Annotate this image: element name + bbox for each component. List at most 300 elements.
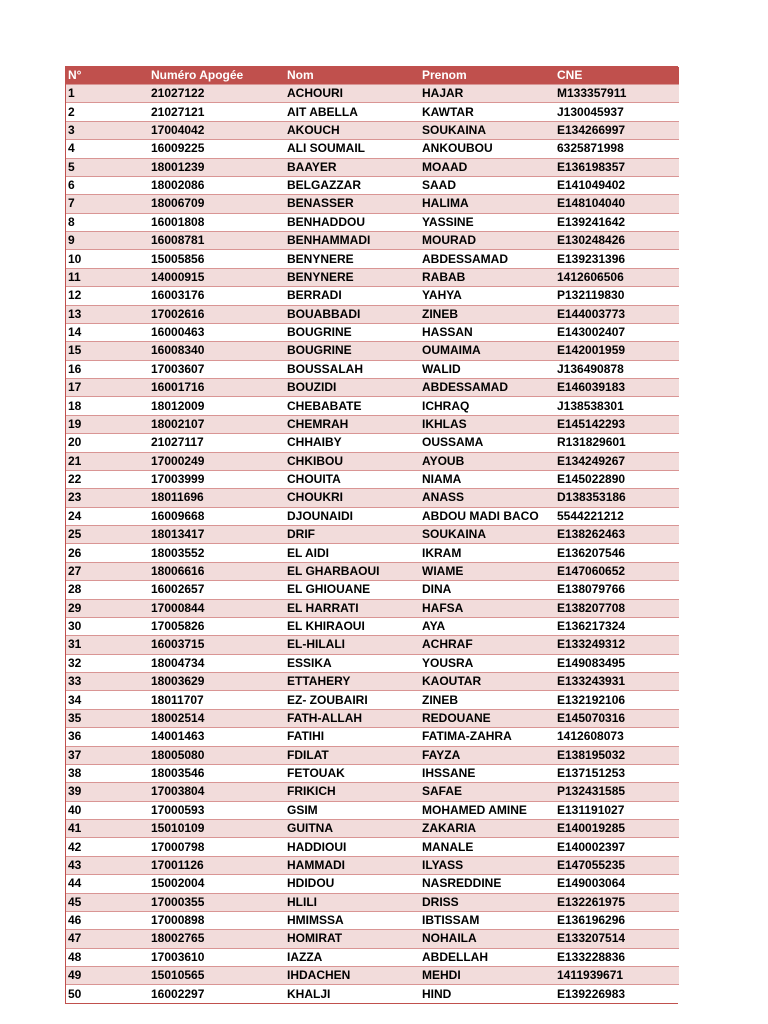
cell-prenom: MOAAD [420,158,555,176]
cell-num: 32 [66,654,149,672]
cell-num: 39 [66,783,149,801]
table-row [66,985,679,1003]
cell-apogee: 17002616 [149,305,285,323]
cell-prenom: HAFSA [420,599,555,617]
cell-num: 36 [66,728,149,746]
table-row [66,232,679,250]
cell-prenom: MOHAMED AMINE [420,801,555,819]
cell-nom: HADDIOUI [285,838,420,856]
cell-nom: BOUSSALAH [285,360,420,378]
cell-nom: KHALJI [285,985,420,1003]
cell-apogee: 18003546 [149,764,285,782]
cell-nom: EL HARRATI [285,599,420,617]
cell-apogee: 17000593 [149,801,285,819]
cell-apogee: 17000798 [149,838,285,856]
cell-num: 50 [66,985,149,1003]
cell-apogee: 14001463 [149,728,285,746]
cell-nom: HLILI [285,893,420,911]
cell-num: 33 [66,673,149,691]
table-row [66,856,679,874]
cell-nom: ETTAHERY [285,673,420,691]
cell-cne: E133207514 [555,930,679,948]
cell-nom: DRIF [285,526,420,544]
cell-prenom: NOHAILA [420,930,555,948]
cell-num: 3 [66,121,149,139]
cell-prenom: HAJAR [420,85,555,103]
cell-num: 8 [66,213,149,231]
cell-nom: BAAYER [285,158,420,176]
cell-prenom: SAAD [420,176,555,194]
cell-cne: 1412608073 [555,728,679,746]
cell-prenom: REDOUANE [420,709,555,727]
cell-prenom: MEHDI [420,967,555,985]
cell-num: 4 [66,140,149,158]
cell-prenom: IHSSANE [420,764,555,782]
table-row [66,801,679,819]
table-row [66,581,679,599]
cell-apogee: 18003552 [149,544,285,562]
table-row [66,617,679,635]
cell-apogee: 18003629 [149,673,285,691]
cell-cne: E136207546 [555,544,679,562]
cell-num: 20 [66,434,149,452]
cell-cne: 1412606506 [555,268,679,286]
cell-nom: BOUGRINE [285,342,420,360]
cell-apogee: 16002297 [149,985,285,1003]
cell-prenom: IKRAM [420,544,555,562]
cell-apogee: 17000898 [149,911,285,929]
table-row [66,911,679,929]
cell-cne: E144003773 [555,305,679,323]
cell-nom: AKOUCH [285,121,420,139]
table-row [66,764,679,782]
table-row [66,305,679,323]
cell-apogee: 18002086 [149,176,285,194]
cell-num: 16 [66,360,149,378]
cell-cne: E134249267 [555,452,679,470]
cell-prenom: IKHLAS [420,415,555,433]
cell-nom: FATH-ALLAH [285,709,420,727]
cell-apogee: 18005080 [149,746,285,764]
cell-apogee: 18001239 [149,158,285,176]
cell-cne: E138262463 [555,526,679,544]
cell-prenom: YASSINE [420,213,555,231]
cell-prenom: YAHYA [420,287,555,305]
table-row [66,709,679,727]
cell-nom: BERRADI [285,287,420,305]
cell-num: 23 [66,489,149,507]
header-row [66,67,679,85]
column-header-cne: CNE [555,67,679,85]
cell-num: 24 [66,507,149,525]
cell-cne: E132192106 [555,691,679,709]
cell-num: 22 [66,470,149,488]
cell-nom: HAMMADI [285,856,420,874]
cell-cne: E132261975 [555,893,679,911]
cell-num: 42 [66,838,149,856]
table-row [66,507,679,525]
cell-cne: E149083495 [555,654,679,672]
cell-nom: CHEMRAH [285,415,420,433]
cell-apogee: 21027121 [149,103,285,121]
cell-nom: DJOUNAIDI [285,507,420,525]
cell-cne: M133357911 [555,85,679,103]
cell-cne: E133249312 [555,636,679,654]
cell-prenom: IBTISSAM [420,911,555,929]
cell-cne: E137151253 [555,764,679,782]
cell-cne: E142001959 [555,342,679,360]
cell-num: 17 [66,379,149,397]
cell-nom: IAZZA [285,948,420,966]
cell-num: 48 [66,948,149,966]
cell-apogee: 21027122 [149,85,285,103]
cell-nom: FDILAT [285,746,420,764]
cell-prenom: RABAB [420,268,555,286]
cell-prenom: WIAME [420,562,555,580]
cell-cne: E131191027 [555,801,679,819]
table-row [66,893,679,911]
cell-num: 25 [66,526,149,544]
cell-cne: E148104040 [555,195,679,213]
cell-num: 28 [66,581,149,599]
cell-cne: P132119830 [555,287,679,305]
cell-num: 38 [66,764,149,782]
cell-cne: E141049402 [555,176,679,194]
cell-apogee: 18011696 [149,489,285,507]
cell-num: 34 [66,691,149,709]
table-body [66,85,679,1003]
cell-nom: GUITNA [285,820,420,838]
cell-num: 29 [66,599,149,617]
cell-num: 46 [66,911,149,929]
table-row [66,287,679,305]
cell-prenom: DRISS [420,893,555,911]
cell-prenom: SOUKAINA [420,526,555,544]
cell-prenom: SAFAE [420,783,555,801]
cell-num: 7 [66,195,149,213]
cell-apogee: 18012009 [149,397,285,415]
cell-num: 49 [66,967,149,985]
cell-num: 10 [66,250,149,268]
cell-apogee: 16000463 [149,323,285,341]
cell-apogee: 16002657 [149,581,285,599]
cell-nom: GSIM [285,801,420,819]
cell-cne: E133243931 [555,673,679,691]
cell-prenom: ICHRAQ [420,397,555,415]
cell-prenom: FATIMA-ZAHRA [420,728,555,746]
cell-cne: E139241642 [555,213,679,231]
cell-prenom: NIAMA [420,470,555,488]
cell-cne: P132431585 [555,783,679,801]
cell-apogee: 18011707 [149,691,285,709]
cell-cne: E143002407 [555,323,679,341]
cell-num: 37 [66,746,149,764]
cell-prenom: MOURAD [420,232,555,250]
cell-nom: AIT ABELLA [285,103,420,121]
cell-prenom: ABDELLAH [420,948,555,966]
table-row [66,967,679,985]
cell-num: 19 [66,415,149,433]
table-row [66,397,679,415]
cell-apogee: 16008781 [149,232,285,250]
cell-apogee: 14000915 [149,268,285,286]
cell-num: 11 [66,268,149,286]
cell-apogee: 18002107 [149,415,285,433]
cell-num: 12 [66,287,149,305]
cell-apogee: 15002004 [149,875,285,893]
table-row [66,323,679,341]
cell-nom: EL AIDI [285,544,420,562]
cell-prenom: ILYASS [420,856,555,874]
cell-num: 1 [66,85,149,103]
cell-nom: FRIKICH [285,783,420,801]
cell-cne: J136490878 [555,360,679,378]
cell-prenom: OUMAIMA [420,342,555,360]
cell-nom: IHDACHEN [285,967,420,985]
cell-num: 41 [66,820,149,838]
cell-nom: CHHAIBY [285,434,420,452]
cell-nom: BELGAZZAR [285,176,420,194]
cell-apogee: 17005826 [149,617,285,635]
cell-nom: HOMIRAT [285,930,420,948]
cell-num: 31 [66,636,149,654]
cell-cne: E133228836 [555,948,679,966]
cell-nom: CHOUKRI [285,489,420,507]
table-row [66,544,679,562]
cell-prenom: ACHRAF [420,636,555,654]
table-row [66,673,679,691]
cell-apogee: 18002765 [149,930,285,948]
table-row [66,213,679,231]
cell-num: 27 [66,562,149,580]
column-header-prenom: Prenom [420,67,555,85]
cell-prenom: SOUKAINA [420,121,555,139]
cell-nom: BENHADDOU [285,213,420,231]
cell-cne: E139226983 [555,985,679,1003]
cell-prenom: ABDESSAMAD [420,379,555,397]
table-row [66,930,679,948]
cell-num: 21 [66,452,149,470]
table-row [66,360,679,378]
cell-prenom: WALID [420,360,555,378]
cell-cne: E140002397 [555,838,679,856]
table-row [66,176,679,194]
table-row [66,158,679,176]
cell-apogee: 21027117 [149,434,285,452]
cell-cne: E134266997 [555,121,679,139]
table-row [66,195,679,213]
cell-cne: E139231396 [555,250,679,268]
cell-apogee: 17003607 [149,360,285,378]
cell-prenom: NASREDDINE [420,875,555,893]
table-row [66,489,679,507]
cell-num: 45 [66,893,149,911]
cell-apogee: 16001808 [149,213,285,231]
cell-prenom: ZINEB [420,691,555,709]
cell-cne: E145070316 [555,709,679,727]
cell-prenom: HIND [420,985,555,1003]
cell-prenom: FAYZA [420,746,555,764]
table-row [66,636,679,654]
cell-nom: BOUGRINE [285,323,420,341]
table-row [66,746,679,764]
cell-apogee: 18006616 [149,562,285,580]
cell-nom: FATIHI [285,728,420,746]
table-row [66,434,679,452]
cell-nom: EL KHIRAOUI [285,617,420,635]
cell-apogee: 16008340 [149,342,285,360]
cell-num: 9 [66,232,149,250]
column-header-apogee: Numéro Apogée [149,67,285,85]
cell-nom: BENHAMMADI [285,232,420,250]
cell-apogee: 16009225 [149,140,285,158]
cell-apogee: 18013417 [149,526,285,544]
column-header-num: N° [66,67,149,85]
cell-apogee: 17000249 [149,452,285,470]
table-row [66,415,679,433]
cell-num: 13 [66,305,149,323]
cell-cne: 5544221212 [555,507,679,525]
table-row [66,452,679,470]
cell-prenom: KAWTAR [420,103,555,121]
cell-num: 47 [66,930,149,948]
cell-cne: E136196296 [555,911,679,929]
cell-nom: BOUZIDI [285,379,420,397]
cell-nom: CHEBABATE [285,397,420,415]
cell-prenom: HASSAN [420,323,555,341]
cell-cne: E145142293 [555,415,679,433]
cell-prenom: KAOUTAR [420,673,555,691]
cell-apogee: 18006709 [149,195,285,213]
cell-nom: HMIMSSA [285,911,420,929]
cell-num: 15 [66,342,149,360]
cell-nom: BENASSER [285,195,420,213]
cell-nom: CHOUITA [285,470,420,488]
cell-cne: 1411939671 [555,967,679,985]
cell-nom: BOUABBADI [285,305,420,323]
cell-apogee: 15010565 [149,967,285,985]
cell-num: 30 [66,617,149,635]
cell-apogee: 17003999 [149,470,285,488]
cell-nom: BENYNERE [285,250,420,268]
cell-cne: E138195032 [555,746,679,764]
table-row [66,85,679,103]
table-header [66,67,679,85]
cell-nom: FETOUAK [285,764,420,782]
cell-num: 44 [66,875,149,893]
cell-num: 18 [66,397,149,415]
cell-cne: E149003064 [555,875,679,893]
cell-apogee: 17003610 [149,948,285,966]
cell-num: 35 [66,709,149,727]
cell-apogee: 15005856 [149,250,285,268]
cell-cne: E138207708 [555,599,679,617]
cell-apogee: 17000355 [149,893,285,911]
cell-nom: CHKIBOU [285,452,420,470]
cell-apogee: 17003804 [149,783,285,801]
cell-nom: ACHOURI [285,85,420,103]
cell-prenom: MANALE [420,838,555,856]
table-row [66,654,679,672]
cell-nom: ALI SOUMAIL [285,140,420,158]
table-row [66,526,679,544]
cell-num: 5 [66,158,149,176]
cell-nom: EZ- ZOUBAIRI [285,691,420,709]
cell-apogee: 16009668 [149,507,285,525]
cell-num: 6 [66,176,149,194]
table-row [66,599,679,617]
cell-cne: J130045937 [555,103,679,121]
column-header-nom: Nom [285,67,420,85]
cell-num: 43 [66,856,149,874]
cell-prenom: ANASS [420,489,555,507]
cell-cne: R131829601 [555,434,679,452]
table-row [66,379,679,397]
table-row [66,562,679,580]
cell-apogee: 17001126 [149,856,285,874]
cell-cne: J138538301 [555,397,679,415]
cell-cne: E130248426 [555,232,679,250]
table-row [66,875,679,893]
cell-nom: EL GHIOUANE [285,581,420,599]
table-row [66,948,679,966]
table-row [66,728,679,746]
cell-prenom: DINA [420,581,555,599]
table-row [66,250,679,268]
cell-nom: EL-HILALI [285,636,420,654]
cell-apogee: 15010109 [149,820,285,838]
table-row [66,838,679,856]
cell-nom: BENYNERE [285,268,420,286]
cell-apogee: 18004734 [149,654,285,672]
table-row [66,103,679,121]
cell-apogee: 17000844 [149,599,285,617]
table-row [66,470,679,488]
cell-num: 2 [66,103,149,121]
cell-cne: E138079766 [555,581,679,599]
cell-prenom: AYOUB [420,452,555,470]
cell-prenom: ABDESSAMAD [420,250,555,268]
table-row [66,691,679,709]
cell-cne: E147060652 [555,562,679,580]
cell-nom: EL GHARBAOUI [285,562,420,580]
cell-num: 40 [66,801,149,819]
cell-prenom: ANKOUBOU [420,140,555,158]
cell-prenom: ZINEB [420,305,555,323]
table-row [66,121,679,139]
cell-apogee: 16003715 [149,636,285,654]
cell-nom: HDIDOU [285,875,420,893]
cell-apogee: 16001716 [149,379,285,397]
cell-num: 14 [66,323,149,341]
cell-nom: ESSIKA [285,654,420,672]
table-row [66,783,679,801]
cell-cne: E136198357 [555,158,679,176]
cell-cne: E136217324 [555,617,679,635]
cell-prenom: OUSSAMA [420,434,555,452]
cell-prenom: ABDOU MADI BACO [420,507,555,525]
cell-apogee: 17004042 [149,121,285,139]
cell-prenom: HALIMA [420,195,555,213]
cell-prenom: ZAKARIA [420,820,555,838]
cell-cne: E146039183 [555,379,679,397]
cell-cne: 6325871998 [555,140,679,158]
table-row [66,268,679,286]
table-row [66,342,679,360]
cell-prenom: YOUSRA [420,654,555,672]
cell-cne: E147055235 [555,856,679,874]
cell-apogee: 16003176 [149,287,285,305]
